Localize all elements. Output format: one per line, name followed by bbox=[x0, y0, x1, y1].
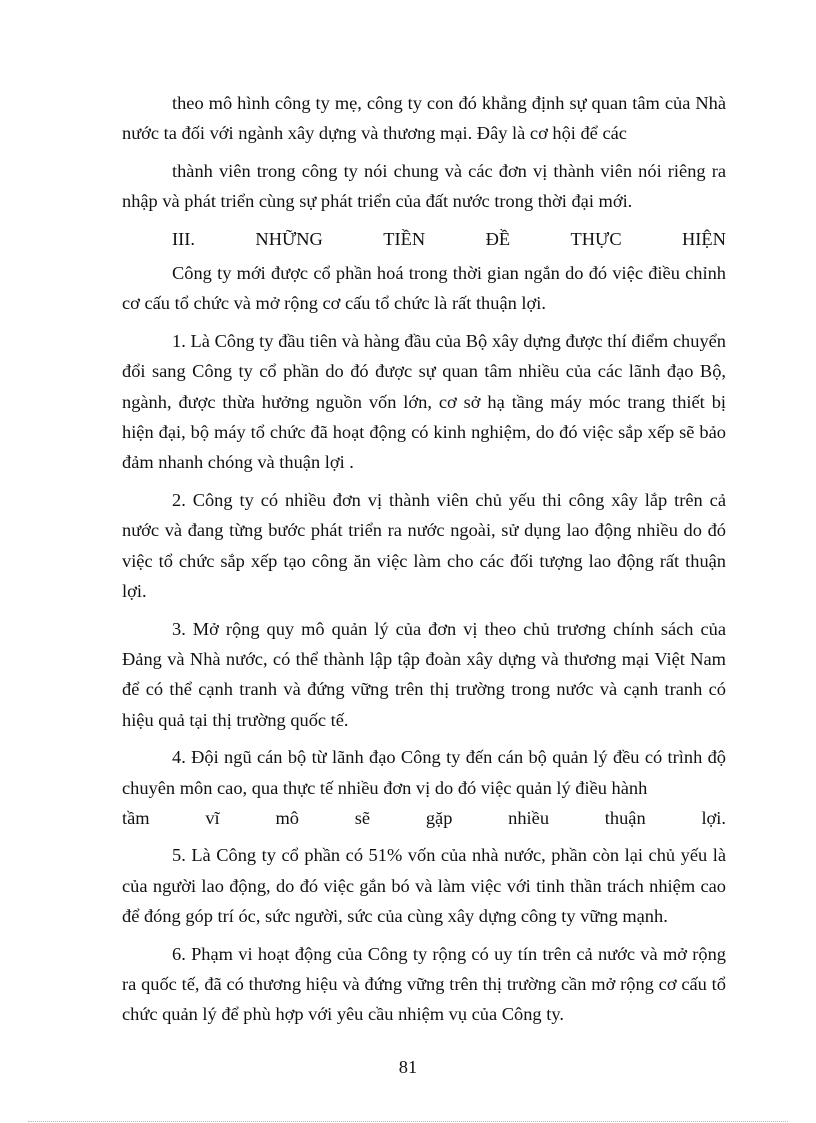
list-item-1: 1. Là Công ty đầu tiên và hàng đầu của Bộ xây dựng được thí điểm chuyển đổi sang Công ty cổ phần do đó được sự quan tâm nhiều của các lãnh đạo Bộ, ngành, được thừa hưởng nguồn vốn lớn, cơ sở hạ tầng máy móc trang thiết bị hiện đại, bộ máy tổ chức đã hoạt động có kinh nghiệm, do đó việc sắp xếp sẽ bảo đảm nhanh chóng và thuận lợi . bbox=[122, 330, 726, 473]
section-heading bbox=[122, 224, 726, 254]
list-item-3: 3. Mở rộng quy mô quản lý của đơn vị theo chủ trương chính sách của Đảng và Nhà nước, có thể thành lập tập đoàn xây dựng và thương mại Việt Nam để có thể cạnh tranh và đứng vững trên thị trường trong nước và cạnh tranh có hiệu quả tại thị trường quốc tế. bbox=[122, 618, 726, 730]
heading-word: HIỆN bbox=[682, 228, 726, 249]
list-item-4-last-line: tầm vĩ mô sẽ gặp nhiều thuận lợi. bbox=[122, 807, 726, 828]
heading-word: NHỮNG bbox=[255, 228, 323, 249]
section-number: III. bbox=[172, 228, 195, 249]
heading-word: ĐỀ bbox=[485, 228, 511, 249]
paragraph: thành viên trong công ty nói chung và các đơn vị thành viên nói riêng ra nhập và phát triển cùng sự phát triển của đất nước trong thời đại mới. bbox=[122, 160, 726, 212]
list-item-6: 6. Phạm vi hoạt động của Công ty rộng có uy tín trên cả nước và mở rộng ra quốc tế, đã có thương hiệu và đứng vững trên thị trường cần mở rộng cơ cấu tổ chức quản lý để phù hợp với yêu cầu nhiệm vụ của Công ty. bbox=[122, 943, 726, 1025]
heading-word: THỰC bbox=[570, 228, 622, 249]
document-body bbox=[122, 88, 726, 1037]
paragraph: theo mô hình công ty mẹ, công ty con đó khẳng định sự quan tâm của Nhà nước ta đối với ngành xây dựng và thương mại. Đây là cơ hội để các bbox=[122, 93, 726, 144]
list-item-4: 4. Đội ngũ cán bộ từ lãnh đạo Công ty đến cán bộ quản lý đều có trình độ chuyên môn cao, qua thực tế nhiều đơn vị do đó việc quản lý điều hành bbox=[122, 747, 726, 798]
list-item-5: 5. Là Công ty cổ phần có 51% vốn của nhà nước, phần còn lại chủ yếu là của người lao động, do đó việc gắn bó và làm việc với tinh thần trách nhiệm cao để đóng góp trí óc, sức người, sức của cùng xây dựng công ty vững mạnh. bbox=[122, 845, 726, 927]
paragraph: Công ty mới được cổ phần hoá trong thời gian ngắn do đó việc điều chỉnh cơ cấu tổ chức và mở rộng cơ cấu tổ chức là rất thuận lợi. bbox=[122, 263, 726, 314]
page-number: 81 bbox=[398, 1057, 418, 1077]
page-bottom-divider bbox=[28, 1121, 788, 1122]
list-item-2: 2. Công ty có nhiều đơn vị thành viên chủ yếu thi công xây lắp trên cả nước và đang từng bước phát triển ra nước ngoài, sử dụng lao động nhiều do đó việc tổ chức sắp xếp tạo công ăn việc làm cho các đối tượng lao động rất thuận lợi. bbox=[122, 489, 726, 602]
heading-word: TIỀN bbox=[383, 228, 426, 249]
